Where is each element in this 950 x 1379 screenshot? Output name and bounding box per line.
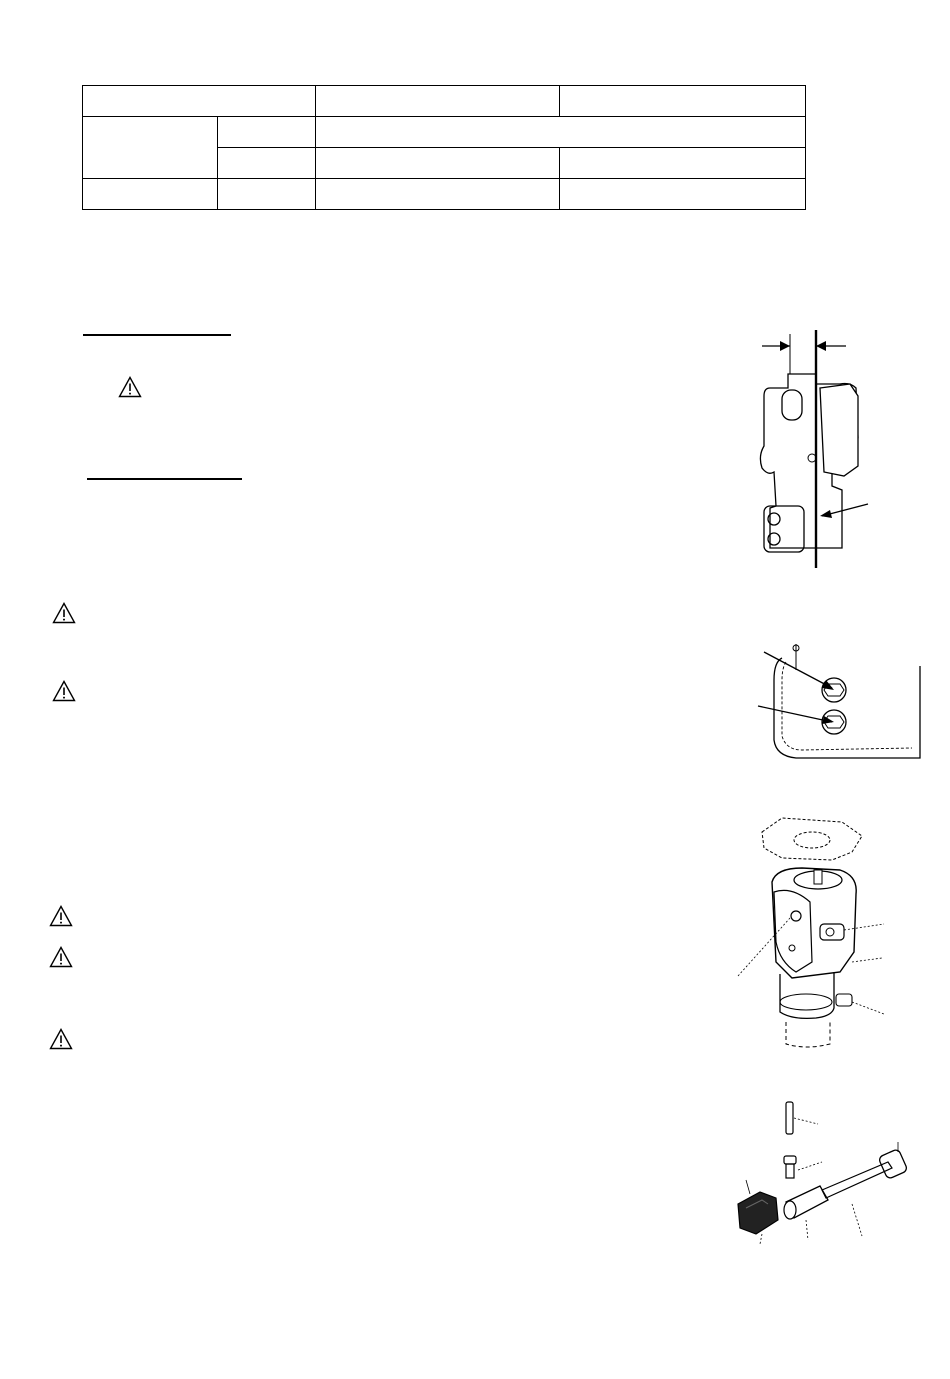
table-cell [83, 179, 218, 210]
table-cell [560, 86, 806, 117]
table-cell [560, 148, 806, 179]
table-cell [217, 117, 315, 148]
warning-triangle-icon [49, 905, 73, 927]
table-cell [83, 86, 316, 117]
table-cell [217, 179, 315, 210]
warning-triangle-icon [52, 680, 76, 702]
section-heading-underline [87, 478, 242, 480]
specification-table [82, 85, 806, 210]
table-cell [83, 117, 218, 179]
table-cell [315, 148, 560, 179]
table-cell [217, 148, 315, 179]
knee-assembly-figure [732, 812, 892, 1048]
alignment-figure [740, 326, 890, 572]
table-cell [315, 117, 805, 148]
section-heading-underline [83, 334, 231, 336]
warning-triangle-icon [49, 1028, 73, 1050]
table-cell [315, 86, 560, 117]
clamp-screws-figure [752, 640, 930, 764]
warning-triangle-icon [49, 946, 73, 968]
table-row [83, 117, 806, 148]
table-row [83, 179, 806, 210]
table-cell [560, 179, 806, 210]
warning-triangle-icon [118, 376, 142, 398]
table-row [83, 86, 806, 117]
table-cell [315, 179, 560, 210]
exploded-parts-figure [722, 1096, 928, 1246]
warning-triangle-icon [52, 602, 76, 624]
